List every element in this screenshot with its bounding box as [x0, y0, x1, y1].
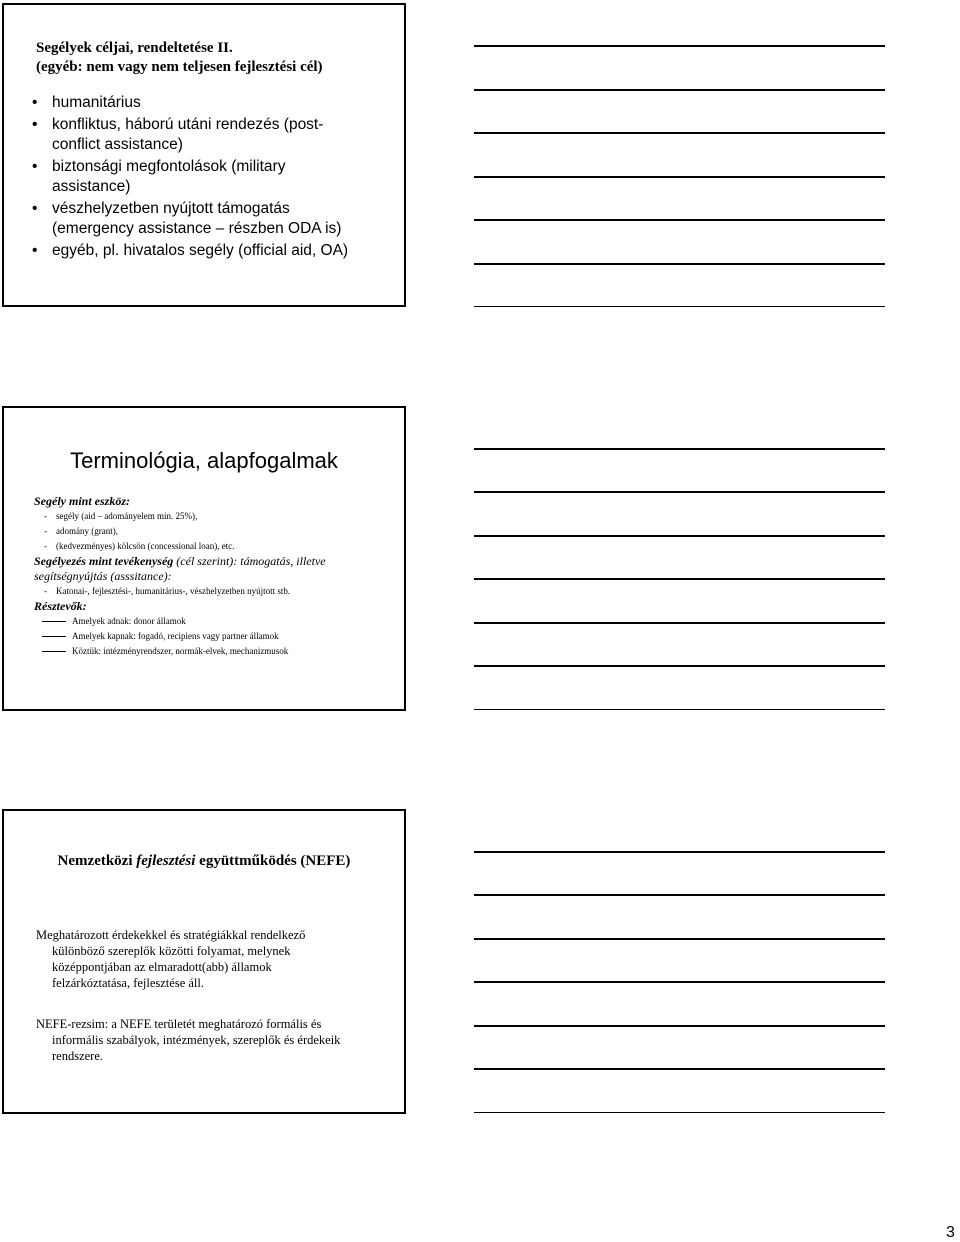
bullet-icon: •	[32, 200, 38, 217]
note-line	[474, 491, 885, 493]
list-item: - adomány (grant),	[44, 526, 118, 536]
bullet-icon: •	[32, 116, 38, 133]
note-line	[474, 981, 885, 983]
bullet-icon: •	[32, 242, 38, 259]
list-item: • konfliktus, háború utáni rendezés (post- conflict assistance)	[32, 116, 324, 153]
note-line	[474, 938, 885, 940]
note-line	[474, 448, 885, 450]
list-item: • egyéb, pl. hivatalos segély (official aid, OA)	[32, 242, 349, 259]
section-heading: Segélyezés mint tevékenység (cél szerint): támogatás, illetve	[34, 554, 326, 568]
slide-3-title: Nemzetközi fejlesztési együttműködés (NEFE)	[57, 853, 351, 869]
list-item: - segély (aid – adományelem min. 25%),	[44, 511, 198, 521]
section-heading-continued: segítségnyújtás (asssitance):	[34, 569, 172, 583]
page-number: 3	[946, 1224, 955, 1241]
slide-2	[2, 406, 406, 711]
slide-1-title: Segélyek céljai, rendeltetése II. (egyéb: nem vagy nem teljesen fejlesztési cél)	[36, 40, 323, 75]
paragraph: NEFE-rezsim: a NEFE területét meghatározó formális és informális szabályok, intézmények, szereplők és érdekeik rendszere.	[36, 1017, 341, 1063]
note-line	[474, 132, 885, 134]
note-line	[474, 709, 885, 710]
list-item: Amelyek kapnak: fogadó, recipiens vagy partner államok	[34, 629, 394, 644]
section-heading: Résztevők:	[34, 599, 87, 613]
bullet-icon: •	[32, 94, 38, 111]
note-line	[474, 851, 885, 853]
bullet-icon: •	[32, 158, 38, 175]
list-item: - Katonai-, fejlesztési-, humanitárius-, vészhelyzetben nyújtott stb.	[44, 586, 291, 596]
note-line	[474, 622, 885, 624]
note-line	[474, 176, 885, 178]
list-item: - (kedvezményes) kölcsön (concessional loan), etc.	[44, 541, 235, 551]
note-line	[474, 578, 885, 580]
note-line	[474, 263, 885, 265]
note-line	[474, 665, 885, 667]
slide-1-bullet-list	[32, 93, 392, 263]
section-heading: Segély mint eszköz:	[34, 494, 130, 508]
note-line	[474, 1068, 885, 1070]
slide-2-body	[34, 494, 394, 659]
note-line	[474, 535, 885, 537]
note-line	[474, 1112, 885, 1113]
slide-2-title: Terminológia, alapfogalmak	[70, 448, 338, 473]
list-item: • vészhelyzetben nyújtott támogatás (emergency assistance – részben ODA is)	[32, 200, 342, 237]
note-line	[474, 45, 885, 47]
list-item: • humanitárius	[32, 94, 141, 111]
list-item: • biztonsági megfontolások (military assistance)	[32, 158, 286, 195]
list-item: Köztük: intézményrendszer, normák-elvek, mechanizmusok	[34, 644, 394, 659]
note-line	[474, 1025, 885, 1027]
note-line	[474, 89, 885, 91]
list-item: Amelyek adnak: donor államok	[34, 614, 394, 629]
paragraph: Meghatározott érdekekkel és stratégiákkal rendelkező különböző szereplők közötti folyamat, melynek középpontjában az elmaradott(abb) államok felzárkóztatása, fejlesztése áll.	[36, 928, 306, 990]
note-line	[474, 894, 885, 896]
slide-3	[2, 809, 406, 1114]
slide-1	[2, 3, 406, 307]
note-line	[474, 306, 885, 307]
note-line	[474, 219, 885, 221]
